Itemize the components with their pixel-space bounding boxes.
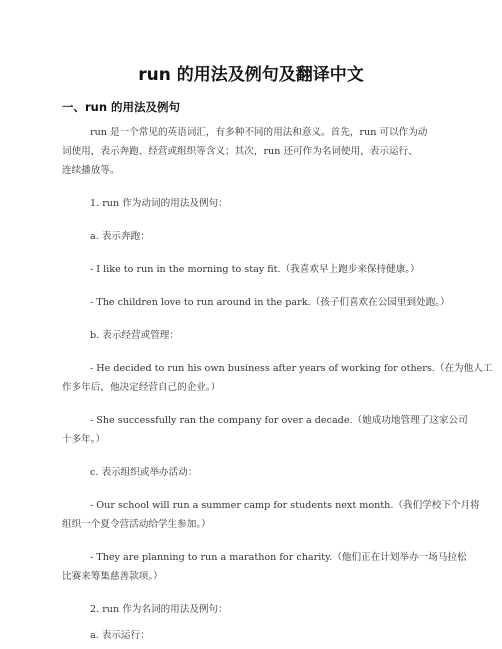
noun-sub-heading-a: a. 表示运行： (90, 630, 150, 641)
intro-line-3: 连续播放等。 (62, 165, 120, 176)
example-b1-line-1: - He decided to run his own business after years of working for others.（在为他人工 (90, 363, 493, 374)
section-heading: 一、run 的用法及例句 (62, 100, 181, 114)
intro-line-1: run 是一个常见的英语词汇，有多种不同的用法和意义。首先，run 可以作为动 (90, 127, 428, 138)
example-a1: - I like to run in the morning to stay fit.（我喜欢早上跑步来保持健康。） (90, 264, 420, 275)
example-b1-line-2: 作多年后，他决定经营自己的企业。） (62, 382, 221, 393)
sub-heading-a: a. 表示奔跑： (90, 231, 150, 242)
example-c2-line-2: 比赛来筹集慈善款项。） (62, 571, 163, 582)
sub-heading-b: b. 表示经营或管理： (90, 330, 179, 341)
example-b2-line-2: 十多年。） (62, 434, 106, 445)
document-title: run 的用法及例句及翻译中文 (138, 65, 364, 85)
noun-heading: 2. run 作为名词的用法及例句： (90, 604, 228, 615)
example-c1-line-2: 组织一个夏令营活动给学生参加。） (62, 519, 211, 530)
intro-line-2: 词使用，表示奔跑、经营或组织等含义；其次，run 还可作为名词使用，表示运行、 (62, 146, 418, 157)
sub-heading-c: c. 表示组织或举办活动： (90, 467, 198, 478)
example-b2-line-1: - She successfully ran the company for over a decade.（她成功地管理了这家公司 (90, 415, 468, 426)
example-a2: - The children love to run around in the park.（孩子们喜欢在公园里到处跑。） (90, 297, 450, 308)
example-c1-line-1: - Our school will run a summer camp for students next month.（我们学校下个月将 (90, 500, 480, 511)
verb-heading: 1. run 作为动词的用法及例句： (90, 198, 228, 209)
example-c2-line-1: - They are planning to run a marathon for charity.（他们正在计划举办一场马拉松 (90, 552, 467, 563)
